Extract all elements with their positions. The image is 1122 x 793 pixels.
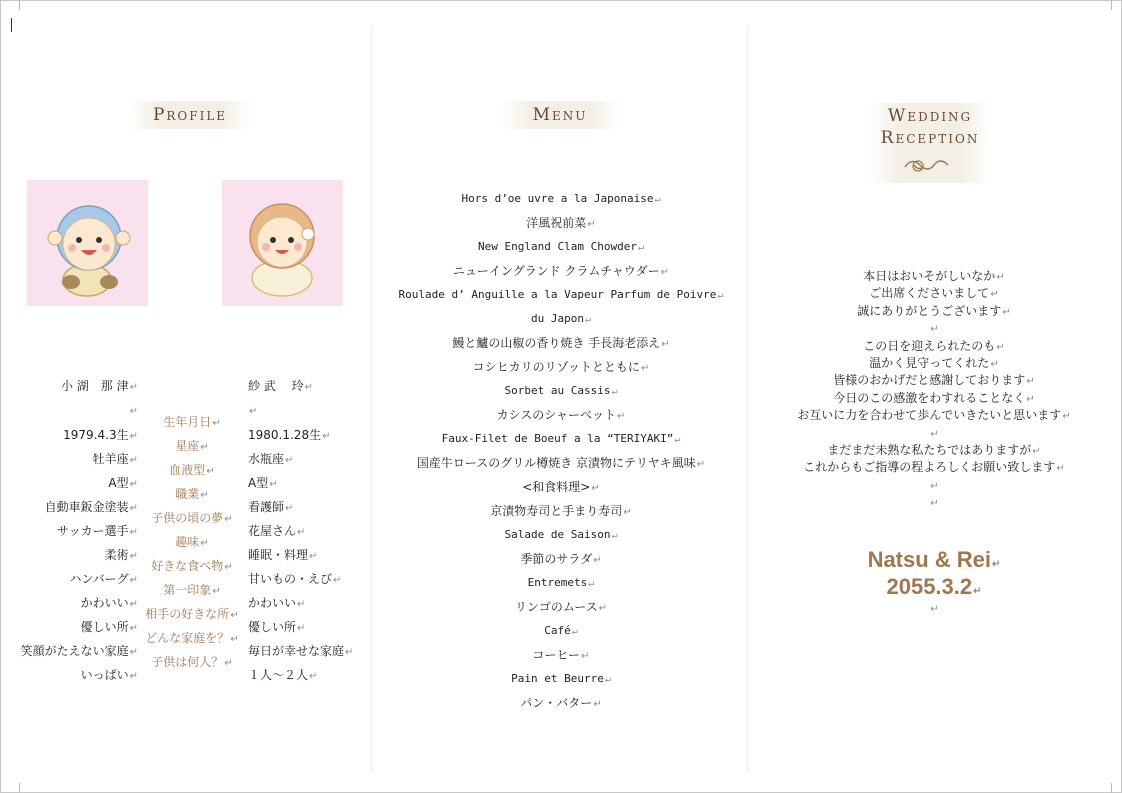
message-line <box>748 425 1120 443</box>
message-line <box>748 390 1120 408</box>
message-line-text: ご出席くださいまして <box>869 286 990 301</box>
message-line-text: 本日はおいそがしいなか <box>863 269 996 283</box>
menu-item-text: <和食料理> <box>522 480 591 494</box>
paragraph-mark-icon: ↵ <box>297 623 306 634</box>
paragraph-mark-icon: ↵ <box>200 442 209 453</box>
paragraph-mark-icon: ↵ <box>224 562 233 573</box>
paragraph-mark-icon: ↵ <box>322 431 331 442</box>
groom-profile-value <box>81 594 138 612</box>
paragraph-mark-icon: ↵ <box>990 359 999 370</box>
paragraph-mark-icon: ↵ <box>584 314 591 325</box>
groom-profile-value-text: A型 <box>108 476 129 490</box>
menu-item <box>373 335 749 353</box>
message-line <box>748 303 1120 321</box>
paragraph-mark-icon: ↵ <box>1002 306 1011 318</box>
groom-profile-value-text: 笑顔がたえない家庭 <box>20 644 129 658</box>
paragraph-mark-icon: ↵ <box>661 339 670 350</box>
menu-item-text: Hors d’oe uvre a la Japonaise <box>461 192 654 205</box>
paragraph-mark-icon: ↵ <box>990 289 999 301</box>
groom-profile-value-text: ハンバーグ <box>69 572 129 586</box>
menu-item <box>373 359 749 377</box>
paragraph-mark-icon: ↵ <box>717 290 724 301</box>
wedding-date: 2055.3.2↵ <box>886 574 982 599</box>
profile-label-text: 職業 <box>175 487 200 501</box>
bride-profile-value-text: A型 <box>248 476 269 490</box>
page-corner-mark <box>1102 783 1112 793</box>
menu-item-text: ニューイングランド クラムチャウダー <box>452 264 660 278</box>
paragraph-mark-icon: ↵ <box>604 674 611 685</box>
menu-item <box>373 479 749 497</box>
menu-item <box>373 503 749 521</box>
bride-avatar <box>222 180 343 306</box>
groom-profile-value <box>108 474 138 492</box>
profile-label <box>142 605 242 623</box>
bride-profile-value <box>248 546 317 564</box>
profile-label-text: 好きな食べ物 <box>151 559 224 573</box>
paragraph-mark-icon: ↵ <box>623 507 632 518</box>
paragraph-mark-icon: ↵ <box>297 599 306 610</box>
paragraph-mark-icon: ↵ <box>129 551 138 562</box>
page-corner-mark <box>10 0 20 10</box>
message-line-text: 温かく見守ってくれた <box>869 356 990 370</box>
paragraph-mark-icon: ↵ <box>1026 376 1035 388</box>
menu-item-text: Roulade d’ Anguille a la Vapeur Parfum de Poivre <box>398 288 717 301</box>
empty-paragraph: ↵ <box>129 406 138 417</box>
paragraph-mark-icon: ↵ <box>930 324 939 336</box>
bride-profile-value <box>248 498 293 516</box>
bride-profile-value-text: 優しい所 <box>248 620 297 634</box>
bride-profile-value-text: 睡眠・料理 <box>248 548 309 562</box>
paragraph-mark-icon: ↵ <box>654 194 661 205</box>
paragraph-mark-icon: ↵ <box>333 575 342 586</box>
profile-label-text: 相手の好きな所 <box>145 607 230 621</box>
message-line <box>748 477 1120 495</box>
menu-item-text: 京漬物寿司と手まり寿司 <box>490 504 623 518</box>
paragraph-mark-icon: ↵ <box>230 610 239 621</box>
paragraph-mark-icon: ↵ <box>1062 411 1071 423</box>
paragraph-mark-icon: ↵ <box>212 418 221 429</box>
paragraph-mark-icon: ↵ <box>129 647 138 658</box>
menu-item-text: du Japon <box>530 312 584 325</box>
menu-heading: Menu <box>500 101 620 129</box>
profile-label <box>142 533 242 551</box>
menu-item-text: Pain et Beurre <box>511 672 604 685</box>
message-line-text: 皆様のおかげだと感謝しております <box>833 373 1026 388</box>
bride-profile-value <box>248 642 353 660</box>
menu-item-text: コーヒー <box>532 648 581 662</box>
paragraph-mark-icon: ↵ <box>617 411 626 422</box>
profile-label <box>142 557 242 575</box>
paragraph-mark-icon: ↵ <box>587 219 596 230</box>
bride-profile-value-text: 看護師 <box>248 500 285 514</box>
profile-heading: Profile <box>128 101 252 129</box>
menu-item <box>373 647 749 665</box>
profile-label-text: どんな家庭を？ <box>145 631 230 645</box>
page-corner-mark <box>10 783 20 793</box>
page-corner-mark <box>1102 0 1112 10</box>
empty-paragraph: ↵ <box>249 406 258 417</box>
groom-profile-value <box>81 618 138 636</box>
menu-item-text: 国産牛ロースのグリル樽焼き 京漬物にテリヤキ風味 <box>416 456 696 470</box>
couple-names: Natsu & Rei↵ <box>867 547 1001 572</box>
column-divider <box>371 26 372 772</box>
menu-item <box>373 527 749 544</box>
profile-label-text: 生年月日 <box>163 415 212 429</box>
paragraph-mark-icon: ↵ <box>129 575 138 586</box>
paragraph-mark-icon: ↵ <box>930 428 939 440</box>
paragraph-mark-icon: ↵ <box>309 551 318 562</box>
bride-profile-value-text: 花屋さん <box>248 524 297 538</box>
menu-item-text: Café <box>544 624 571 637</box>
profile-label <box>142 653 242 671</box>
bride-profile-value <box>248 594 305 612</box>
menu-item <box>373 287 749 304</box>
paragraph-mark-icon: ↵ <box>129 599 138 610</box>
menu-item-text: New England Clam Chowder <box>478 240 637 253</box>
paragraph-mark-icon: ↵ <box>345 647 354 658</box>
profile-label <box>142 629 242 647</box>
groom-profile-value <box>21 642 138 660</box>
message-line-text: これからもご指導の程よろしくお願い致します <box>803 460 1056 475</box>
menu-item <box>373 599 749 617</box>
paragraph-mark-icon: ↵ <box>200 538 209 549</box>
paragraph-mark-icon: ↵ <box>591 483 600 494</box>
groom-profile-value-text: 牡羊座 <box>92 452 129 466</box>
menu-item <box>373 263 749 281</box>
paragraph-mark-icon: ↵ <box>129 527 138 538</box>
groom-profile-value <box>93 450 138 468</box>
menu-item-text: Salade de Saison <box>504 528 611 541</box>
message-line <box>748 338 1120 356</box>
paragraph-mark-icon: ↵ <box>129 479 138 490</box>
profile-label-text: 子供は何人？ <box>151 655 224 669</box>
paragraph-mark-icon: ↵ <box>1032 446 1041 457</box>
menu-item-text: パン・バター <box>520 696 593 710</box>
paragraph-mark-icon: ↵ <box>309 671 318 682</box>
menu-item <box>373 671 749 688</box>
paragraph-mark-icon: ↵ <box>129 455 138 466</box>
groom-profile-value-text: サッカー選手 <box>56 524 129 538</box>
groom-profile-value <box>57 522 138 540</box>
bride-profile-value <box>248 426 330 444</box>
paragraph-mark-icon: ↵ <box>1056 463 1065 475</box>
bride-profile-value <box>248 618 305 636</box>
profile-label <box>142 509 242 527</box>
menu-item-text: カシスのシャーベット <box>496 408 616 422</box>
paragraph-mark-icon: ↵ <box>598 603 608 614</box>
profile-label-text: 趣味 <box>175 535 200 549</box>
paragraph-mark-icon: ↵ <box>224 658 233 669</box>
message-line <box>748 442 1120 460</box>
profile-label-text: 星座 <box>175 439 200 453</box>
paragraph-mark-icon: ↵ <box>593 699 602 710</box>
paragraph-mark-icon: ↵ <box>230 634 239 645</box>
bride-profile-value <box>248 474 278 492</box>
menu-item <box>373 383 749 400</box>
message-line <box>748 268 1120 286</box>
groom-profile-value-text: 優しい所 <box>80 620 129 634</box>
menu-item <box>373 215 749 233</box>
message-line-text: まだまだ未熟な私たちではありますが <box>827 443 1032 457</box>
menu-item <box>373 431 749 448</box>
menu-item-text: 鰻と鱸の山椒の香り焼き 手長海老添え <box>452 336 661 350</box>
paragraph-mark-icon: ↵ <box>588 578 595 589</box>
bride-profile-value-text: かわいい <box>248 596 297 610</box>
paragraph-mark-icon: ↵ <box>581 651 590 662</box>
menu-item <box>373 455 749 473</box>
menu-item <box>373 623 749 640</box>
paragraph-mark-icon: ↵ <box>129 431 138 442</box>
paragraph-mark-icon: ↵ <box>212 586 221 597</box>
bride-profile-value <box>248 522 305 540</box>
paragraph-mark-icon: ↵ <box>571 626 578 637</box>
paragraph-mark-icon: ↵ <box>285 503 294 514</box>
menu-item-text: リンゴのムース <box>514 600 598 614</box>
paragraph-mark-icon: ↵ <box>930 498 939 510</box>
menu-item <box>373 407 749 425</box>
menu-item <box>373 551 749 569</box>
message-line-text: お互いに力を合わせて歩んでいきたいと思います <box>797 408 1062 423</box>
menu-item-text: Faux-Filet de Boeuf a la “TERIYAKI” <box>441 432 674 445</box>
paragraph-mark-icon: ↵ <box>930 480 939 492</box>
bride-profile-value-text: 1980.1.28生 <box>248 428 322 442</box>
groom-profile-value-text: 自動車鈑金塗装 <box>44 500 129 514</box>
paragraph-mark-icon: ↵ <box>611 386 618 397</box>
menu-item <box>373 239 749 256</box>
paragraph-mark-icon: ↵ <box>224 514 233 525</box>
message-line-text: 今日のこの感激をわすれることなく <box>833 390 1026 405</box>
menu-item <box>373 575 749 592</box>
profile-label-text: 血液型 <box>169 463 206 477</box>
menu-item <box>373 695 749 713</box>
message-line <box>748 355 1120 373</box>
message-line <box>748 407 1120 425</box>
menu-item <box>373 191 749 208</box>
message-line <box>748 459 1120 477</box>
paragraph-mark-icon: ↵ <box>611 530 618 541</box>
paragraph-mark-icon: ↵ <box>996 341 1005 353</box>
text-cursor[interactable] <box>11 18 12 32</box>
groom-profile-value <box>69 570 138 588</box>
paragraph-mark-icon: ↵ <box>129 623 138 634</box>
paragraph-mark-icon: ↵ <box>206 466 215 477</box>
paragraph-mark-icon: ↵ <box>640 363 650 374</box>
message-line <box>748 320 1120 338</box>
menu-item-text: Sorbet au Cassis <box>504 384 611 397</box>
profile-label <box>142 485 242 503</box>
groom-profile-value <box>45 498 138 516</box>
paragraph-mark-icon: ↵ <box>285 455 294 466</box>
flourish-ornament <box>900 155 960 175</box>
paragraph-mark-icon: ↵ <box>696 459 706 470</box>
menu-item-text: 季節のサラダ <box>520 552 593 566</box>
profile-label-text: 子供の頃の夢 <box>151 511 224 525</box>
paragraph-mark-icon: ↵ <box>129 503 138 514</box>
paragraph-mark-icon: ↵ <box>996 272 1005 283</box>
groom-name: 小 湖 那 津↵ <box>60 379 138 393</box>
paragraph-mark-icon: ↵ <box>593 555 602 566</box>
groom-profile-value-text: 柔術 <box>104 548 129 562</box>
profile-label-text: 第一印象 <box>163 583 212 597</box>
message-line <box>748 372 1120 390</box>
groom-profile-value-text: かわいい <box>80 596 129 610</box>
menu-item <box>373 311 749 328</box>
bride-profile-value-text: １人～２人 <box>248 668 309 682</box>
profile-label <box>142 581 242 599</box>
bride-profile-value <box>248 450 293 468</box>
menu-item-text: Entremets <box>527 576 588 589</box>
profile-label <box>142 437 242 455</box>
groom-profile-value <box>63 426 138 444</box>
bride-name: 紗 武 玲↵ <box>248 379 314 393</box>
bride-profile-value-text: 水瓶座 <box>248 452 285 466</box>
message-line <box>748 285 1120 303</box>
paragraph-mark-icon: ↵ <box>674 434 681 445</box>
bride-profile-value <box>248 666 317 684</box>
bride-profile-value <box>248 570 341 588</box>
groom-profile-value-text: いっぱい <box>80 668 129 682</box>
paragraph-mark-icon: ↵ <box>637 242 644 253</box>
paragraph-mark-icon: ↵ <box>297 527 306 538</box>
menu-item-text: コシヒカリのリゾットとともに <box>472 360 640 374</box>
paragraph-mark-icon: ↵ <box>129 671 138 682</box>
groom-profile-value-text: 1979.4.3生 <box>63 428 129 442</box>
empty-paragraph: ↵ <box>930 604 939 615</box>
bride-profile-value-text: 甘いもの・えび <box>248 572 333 586</box>
message-line-text: 誠にありがとうございます <box>857 303 1002 318</box>
groom-profile-value <box>81 666 138 684</box>
paragraph-mark-icon: ↵ <box>1026 393 1035 405</box>
reception-heading: Wedding Reception <box>868 103 992 183</box>
message-line-text: この日を迎えられたのも <box>863 338 996 353</box>
menu-item-text: 洋風祝前菜 <box>526 216 587 230</box>
message-line <box>748 494 1120 512</box>
groom-avatar <box>27 180 148 306</box>
groom-profile-value <box>105 546 138 564</box>
profile-label <box>142 461 242 479</box>
paragraph-mark-icon: ↵ <box>660 267 670 278</box>
paragraph-mark-icon: ↵ <box>269 479 278 490</box>
profile-label <box>142 413 242 431</box>
paragraph-mark-icon: ↵ <box>200 490 209 501</box>
bride-profile-value-text: 毎日が幸せな家庭 <box>248 644 345 658</box>
